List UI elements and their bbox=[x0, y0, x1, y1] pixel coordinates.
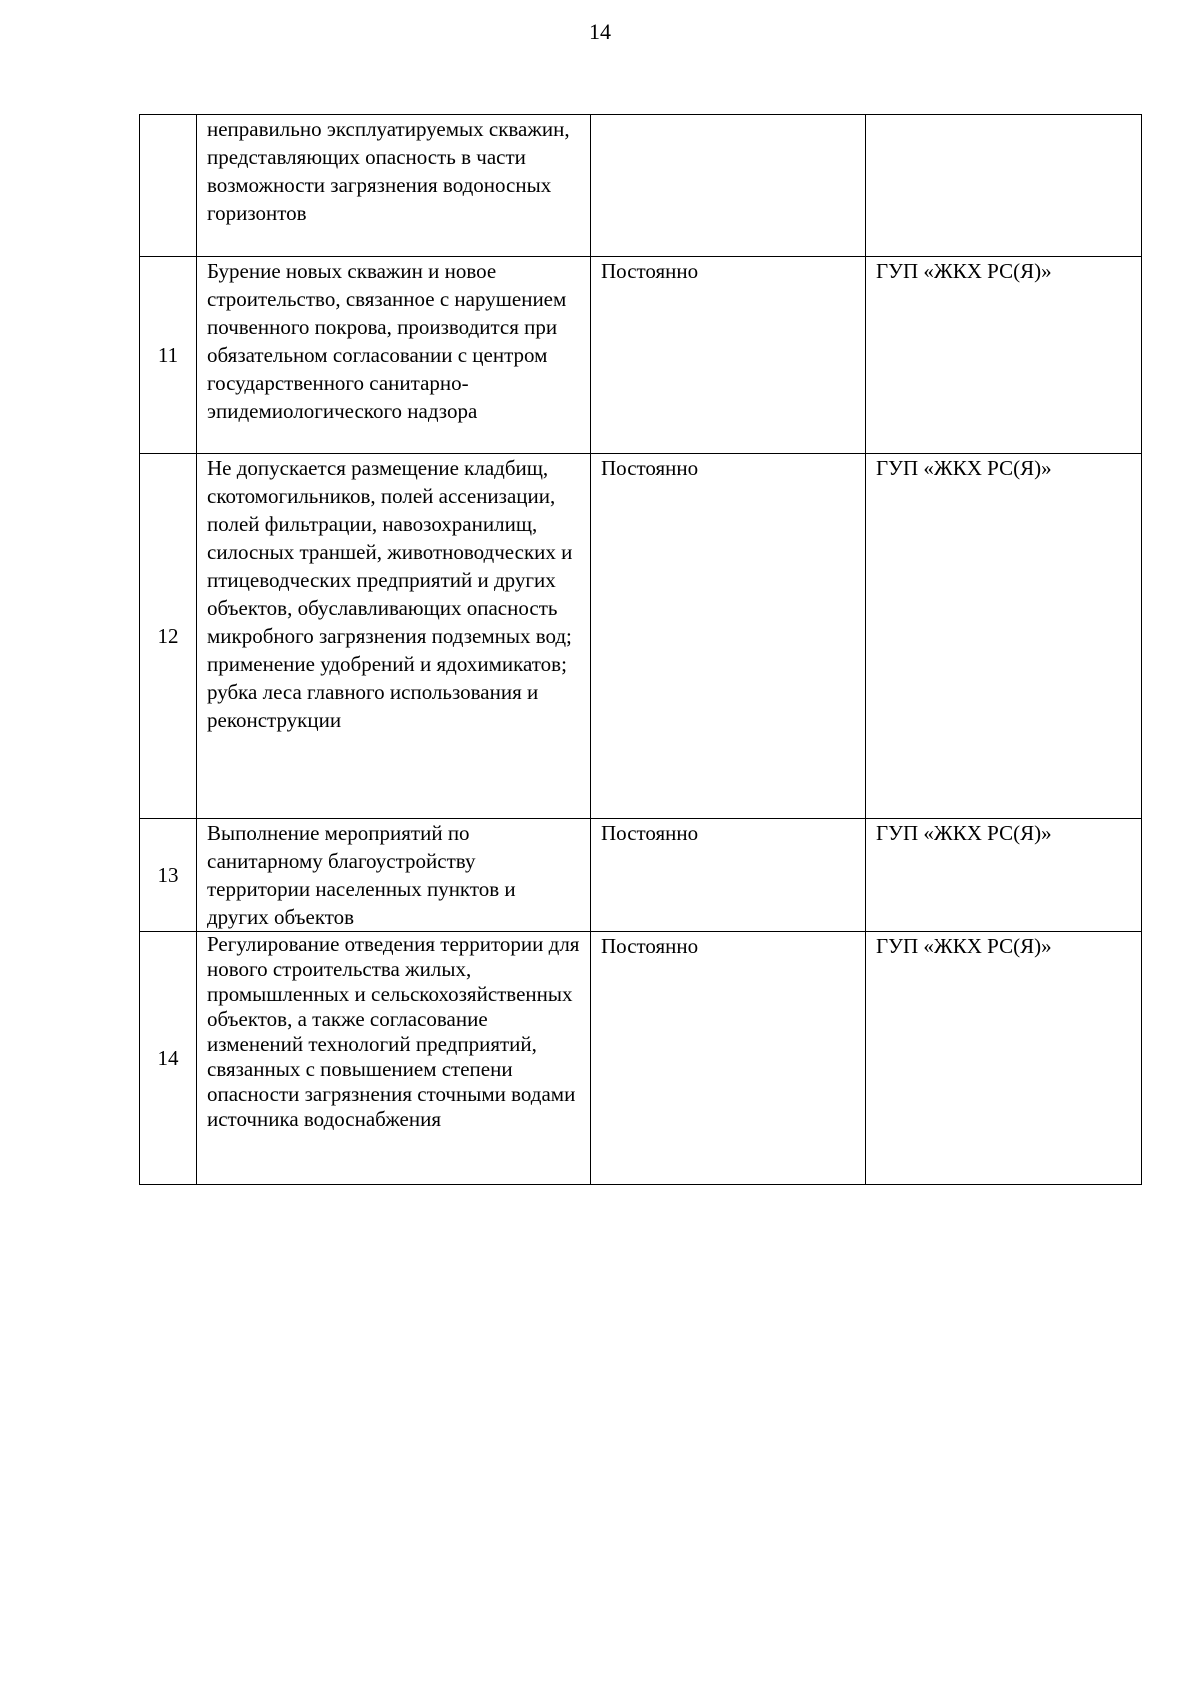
row-description: неправильно эксплуатируемых скважин, представляющих опасность в части возможности загрязнения водоносных горизонтов bbox=[197, 115, 591, 257]
row-number: 13 bbox=[140, 819, 197, 932]
measures-table bbox=[139, 114, 1142, 1185]
row-number: 11 bbox=[140, 257, 197, 454]
row-number: 12 bbox=[140, 454, 197, 819]
row-description: Бурение новых скважин и новое строительство, связанное с нарушением почвенного покрова, производится при обязательном согласовании с центром государственного санитарно-эпидемиологического надзора bbox=[197, 257, 591, 454]
row-responsible: ГУП «ЖКХ РС(Я)» bbox=[866, 819, 1142, 932]
row-responsible: ГУП «ЖКХ РС(Я)» bbox=[866, 454, 1142, 819]
row-term: Постоянно bbox=[591, 932, 866, 1185]
row-number: 14 bbox=[140, 932, 197, 1185]
table-row bbox=[140, 932, 1142, 1185]
table-row bbox=[140, 454, 1142, 819]
row-number bbox=[140, 115, 197, 257]
row-description: Выполнение мероприятий по санитарному благоустройству территории населенных пунктов и других объектов bbox=[197, 819, 591, 932]
row-responsible bbox=[866, 115, 1142, 257]
table-row bbox=[140, 819, 1142, 932]
table-row bbox=[140, 115, 1142, 257]
row-term: Постоянно bbox=[591, 257, 866, 454]
row-responsible: ГУП «ЖКХ РС(Я)» bbox=[866, 932, 1142, 1185]
row-term: Постоянно bbox=[591, 454, 866, 819]
row-responsible: ГУП «ЖКХ РС(Я)» bbox=[866, 257, 1142, 454]
row-term: Постоянно bbox=[591, 819, 866, 932]
page-number: 14 bbox=[589, 19, 611, 44]
row-description: Регулирование отведения территории для нового строительства жилых, промышленных и сельскохозяйственных объектов, а также согласование изменений технологий предприятий, связанных с повышением степени опасности загрязнения сточными водами источника водоснабжения bbox=[197, 932, 591, 1185]
row-description: Не допускается размещение кладбищ, скотомогильников, полей ассенизации, полей фильтрации, навозохранилищ, силосных траншей, животноводческих и птицеводческих предприятий и других объектов, обуславливающих опасность микробного загрязнения подземных вод; применение удобрений и ядохимикатов; рубка леса главного использования и реконструкции bbox=[197, 454, 591, 819]
table-row bbox=[140, 257, 1142, 454]
row-term bbox=[591, 115, 866, 257]
